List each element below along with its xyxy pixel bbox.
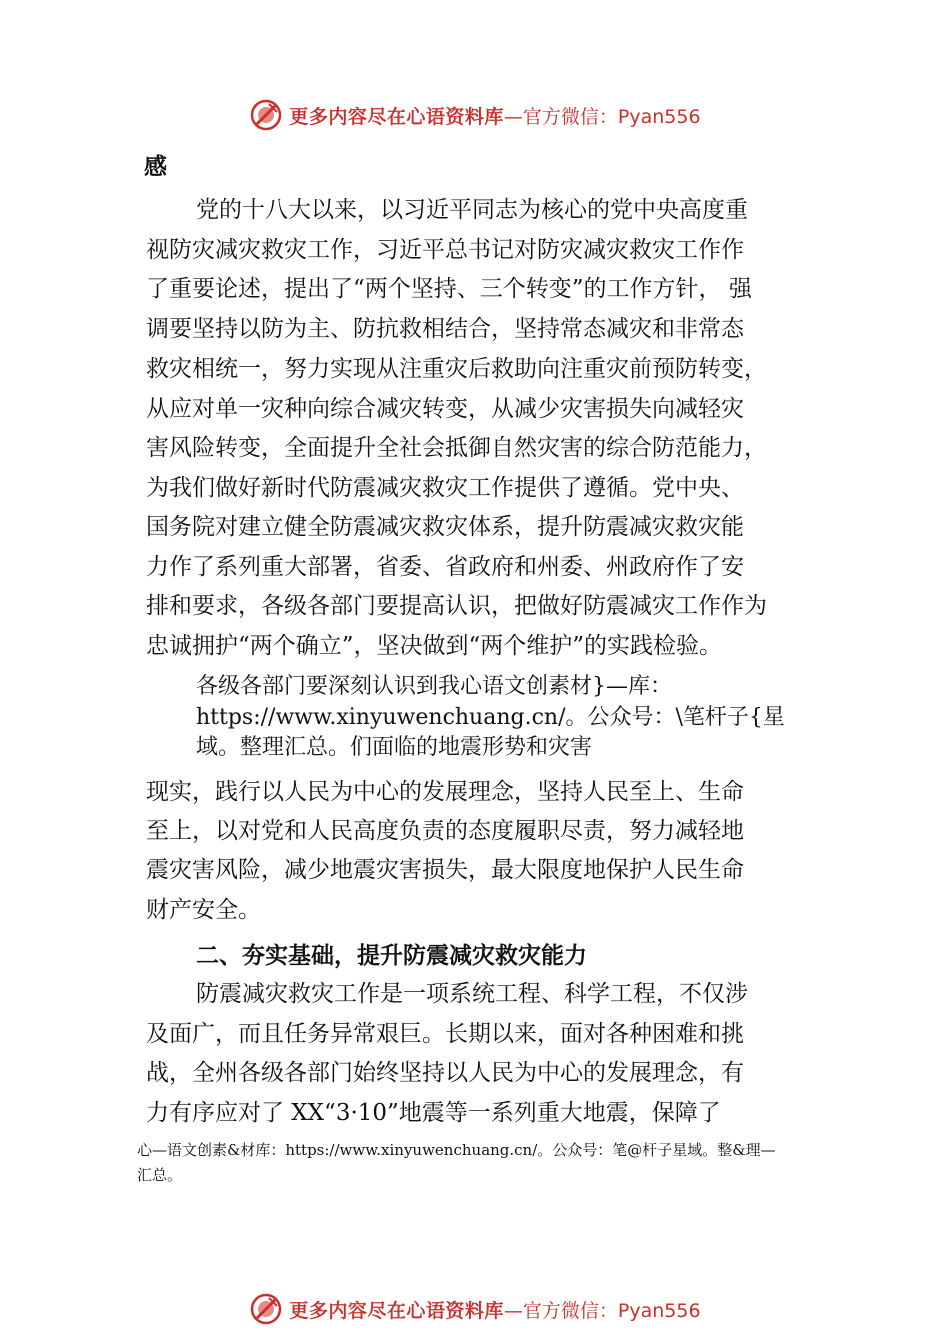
logo-stamp-icon [249, 1292, 283, 1326]
watermark-line: 各级各部门要深刻认识到我心语文创素材}—库： [196, 674, 672, 699]
paragraph-line: 震灾害风险，减少地震灾害损失，最大限度地保护人民生命 [146, 857, 744, 883]
banner-sub-text: —官方微信：Pyan556 [503, 1299, 701, 1322]
paragraph-line: 力有序应对了 XX“3·10”地震等一系列重大地震，保障了 [146, 1100, 721, 1126]
banner-sub-text: —官方微信：Pyan556 [503, 105, 701, 128]
paragraph-line: 从应对单一灾种向综合减灾转变，从减少灾害损失向减轻灾 [146, 396, 744, 422]
paragraph-line: 为我们做好新时代防震减灾救灾工作提供了遵循。党中央、 [146, 475, 744, 501]
banner-main-text: 更多内容尽在心语资料库 [289, 105, 504, 128]
paragraph-line: 财产安全。 [146, 897, 261, 923]
watermark-line: https://www.xinyuwenchuang.cn/。公众号：\笔杆子{星 [196, 705, 785, 730]
paragraph-line: 战，全州各级各部门始终坚持以人民为中心的发展理念，有 [146, 1060, 744, 1086]
logo-stamp-icon [249, 98, 283, 132]
page-top-char: 感 [144, 154, 167, 180]
footer-note-line: 汇总。 [137, 1166, 183, 1184]
paragraph-line: 党的十八大以来，以习近平同志为核心的党中央高度重 [196, 197, 748, 223]
paragraph-line: 至上，以对党和人民高度负责的态度履职尽责，努力减轻地 [146, 818, 744, 844]
paragraph-line: 忠诚拥护“两个确立”，坚决做到“两个维护”的实践检验。 [146, 633, 723, 659]
paragraph-line: 现实，践行以人民为中心的发展理念，坚持人民至上、生命 [146, 779, 744, 805]
footer-note-line: 心—语文创素&材库：https://www.xinyuwenchuang.cn/。公众号：笔@杆子星域。整&理— [137, 1141, 776, 1159]
paragraph-line: 排和要求，各级各部门要提高认识，把做好防震减灾工作作为 [146, 593, 767, 619]
paragraph-line: 了重要论述，提出了“两个坚持、三个转变”的工作方针， 强 [146, 276, 752, 302]
watermark-line: 域。整理汇总。们面临的地震形势和灾害 [196, 735, 593, 760]
footer-banner [0, 1289, 950, 1329]
paragraph-line: 力作了系列重大部署，省委、省政府和州委、州政府作了安 [146, 554, 744, 580]
paragraph-line: 调要坚持以防为主、防抗救相结合，坚持常态减灾和非常态 [146, 316, 744, 342]
banner-main-text: 更多内容尽在心语资料库 [289, 1299, 504, 1322]
paragraph-line: 防震减灾救灾工作是一项系统工程、科学工程，不仅涉 [196, 981, 748, 1007]
paragraph-line: 救灾相统一，努力实现从注重灾后救助向注重灾前预防转变， [146, 356, 767, 382]
paragraph-line: 害风险转变，全面提升全社会抵御自然灾害的综合防范能力， [146, 435, 767, 461]
header-banner [0, 95, 950, 135]
section-heading: 二、夯实基础，提升防震减灾救灾能力 [196, 943, 587, 969]
paragraph-line: 视防灾减灾救灾工作，习近平总书记对防灾减灾救灾工作作 [146, 237, 744, 263]
paragraph-line: 及面广，而且任务异常艰巨。长期以来，面对各种困难和挑 [146, 1021, 744, 1047]
paragraph-line: 国务院对建立健全防震减灾救灾体系，提升防震减灾救灾能 [146, 514, 744, 540]
